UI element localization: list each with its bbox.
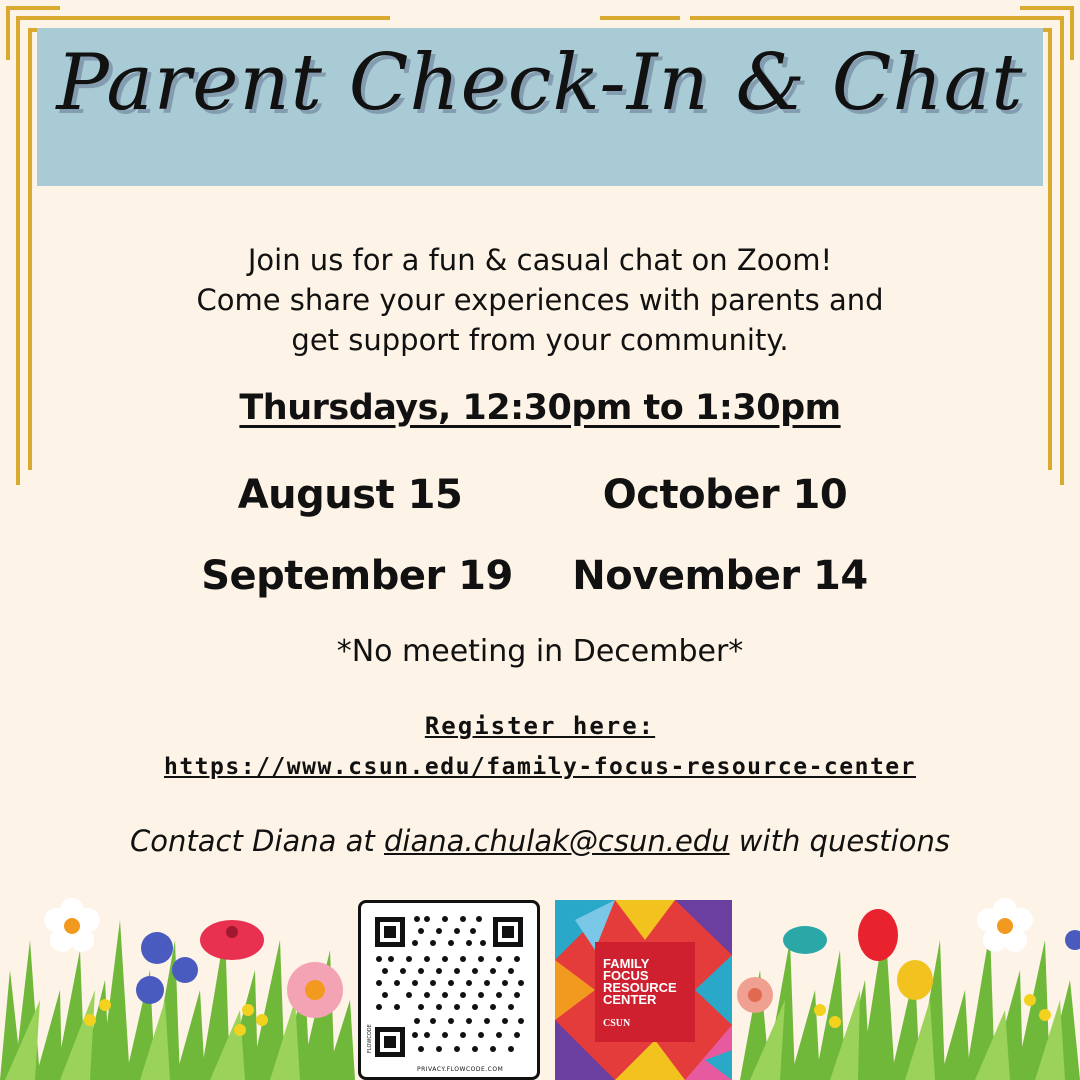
qr-brand: FLOWCODE — [367, 1024, 373, 1053]
date-october: October 10 — [602, 472, 848, 518]
intro-line-2: Come share your experiences with parents and — [196, 283, 884, 317]
intro-line-1: Join us for a fun & casual chat on Zoom! — [247, 243, 833, 277]
date-september: September 19 — [201, 553, 513, 599]
contact-line — [0, 824, 1080, 858]
daisy-right-icon — [977, 898, 1033, 952]
logo-csun: CSUN — [603, 1018, 631, 1029]
contact-suffix: with questions — [729, 824, 950, 858]
no-meeting-note: *No meeting in December* — [336, 634, 744, 669]
qr-caption: PRIVACY.FLOWCODE.COM — [417, 1066, 504, 1073]
date-november: November 14 — [572, 553, 868, 599]
register-link[interactable]: https://www.csun.edu/family-focus-resource-center — [163, 754, 916, 780]
contact-prefix: Contact Diana at — [130, 824, 384, 858]
logo-text: FAMILY FOCUS RESOURCE CENTER — [603, 956, 677, 1007]
intro-line-3: get support from your community. — [291, 323, 789, 357]
schedule-time: Thursdays, 12:30pm to 1:30pm — [239, 388, 841, 428]
family-focus-logo — [555, 900, 732, 1080]
contact-email-link[interactable]: diana.chulak@csun.edu — [383, 824, 730, 858]
page-title: Parent Check-In & Chat — [56, 38, 1024, 128]
intro-text — [0, 240, 1080, 360]
register-label: Register here: — [424, 712, 656, 740]
qr-code[interactable] — [358, 900, 540, 1080]
daisy-left-icon — [44, 898, 100, 952]
flower-garden-decoration — [0, 880, 1080, 1080]
qr-pattern-icon — [361, 903, 537, 1077]
date-august: August 15 — [237, 472, 463, 518]
